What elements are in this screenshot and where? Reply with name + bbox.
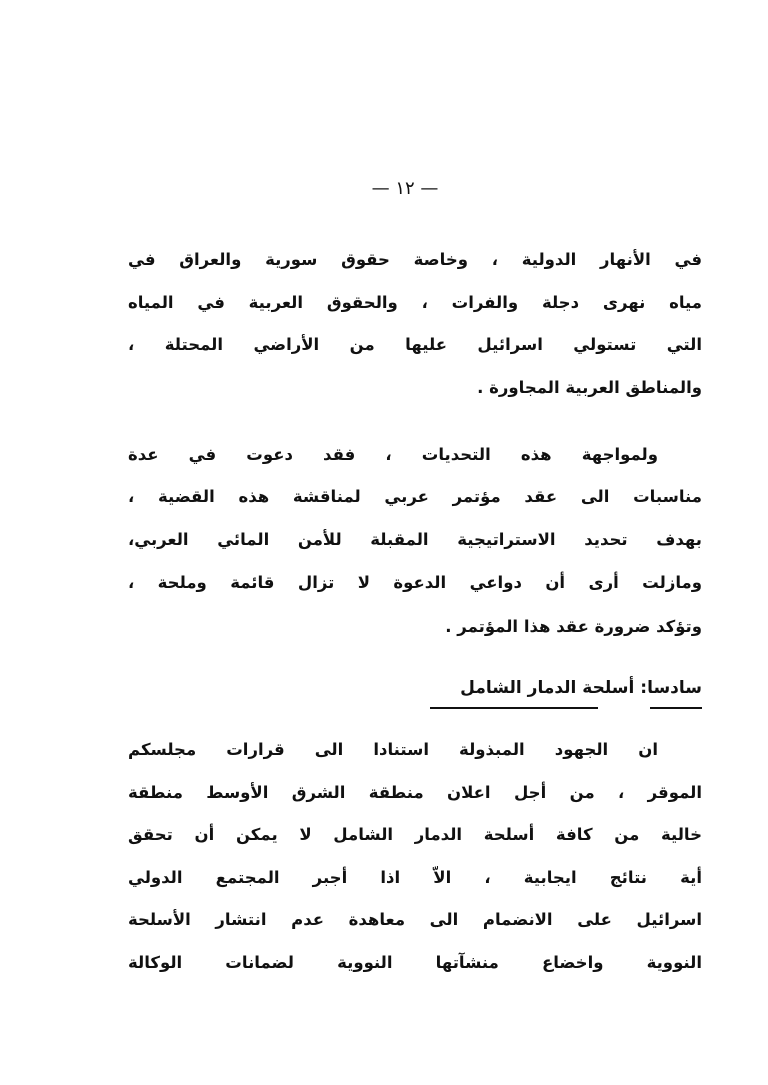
text-line: ولمواجهة هذه التحديات ، فقد دعوت في عدة [128, 445, 658, 464]
text-line: أية نتائج ايجابية ، الاّ اذا أجبر المجتمع الدولي [128, 868, 702, 887]
text-line: النووية واخضاع منشآتها النووية لضمانات الوكالة [128, 953, 702, 972]
text-line: وتؤكد ضرورة عقد هذا المؤتمر . [445, 617, 702, 636]
section-title: أسلحة الدمار الشامل [460, 678, 635, 698]
text-line: اسرائيل على الانضمام الى معاهدة عدم انتشار الأسلحة [128, 910, 702, 929]
text-line: والمناطق العربية المجاورة . [477, 378, 702, 397]
text-line: بهدف تحديد الاستراتيجية المقبلة للأمن المائي العربي، [128, 530, 702, 549]
text-line: التي تستولي اسرائيل عليها من الأراضي المحتلة ، [128, 335, 702, 354]
page-number: — ١٢ — [371, 178, 439, 199]
section-number-underline [650, 707, 702, 709]
text-line: ان الجهود المبذولة استنادا الى قرارات مجلسكم [128, 740, 658, 759]
text-line: خالية من كافة أسلحة الدمار الشامل لا يمكن أن تحقق [128, 825, 702, 844]
section-number: سادسا: [640, 678, 702, 698]
section-heading [460, 678, 702, 698]
text-line: في الأنهار الدولية ، وخاصة حقوق سورية والعراق في [128, 250, 702, 269]
text-line: مناسبات الى عقد مؤتمر عربي لمناقشة هذه القضية ، [128, 487, 702, 506]
text-line: مياه نهرى دجلة والفرات ، والحقوق العربية في المياه [128, 293, 702, 312]
text-line: الموقر ، من أجل اعلان منطقة الشرق الأوسط منطقة [128, 783, 702, 802]
text-line: ومازلت أرى أن دواعي الدعوة لا تزال قائمة وملحة ، [128, 573, 702, 592]
section-title-underline [430, 707, 598, 709]
